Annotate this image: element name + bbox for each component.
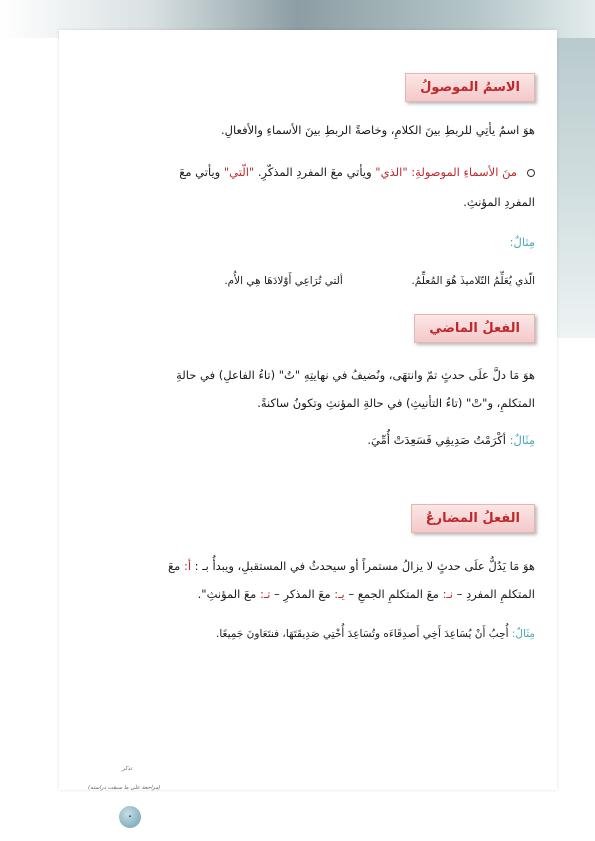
side-decorative-band — [557, 38, 595, 338]
past-verb-example-label: مِثَالٌ: — [509, 433, 535, 447]
relative-pronoun-bullet — [105, 159, 535, 185]
bullet-term-allati: "الّتي" — [223, 165, 255, 179]
present-verb-text-3: المتكلمِ المفردِ – — [453, 587, 535, 601]
present-verb-example-label: مِثَالٌ: — [511, 628, 535, 640]
present-verb-line1 — [105, 553, 535, 579]
example-allati: ألتي تُرَاعِي أَوْلادَهَا هِي الأُم. — [224, 275, 343, 287]
example-alladhi: الّذي يُعَلِّمُ التّلاميذَ هُوَ المُعلِّمُ. — [411, 275, 535, 287]
present-verb-text-4: معَ المتكلمِ الجمعِ – — [344, 587, 443, 601]
present-verb-example — [105, 621, 535, 647]
heading-past-verb: الفعلُ الماضي — [414, 314, 535, 343]
present-verb-text-1: هوَ مَا يَدُلُّ علَى حدثٍ لا يزالُ مستمراً أو سيحدثُ في المستقبلِ، ويبدأُ بـ : — [191, 559, 535, 573]
bullet-text-1: ويأتي معَ المفردِ المذكّرِ. — [254, 165, 376, 179]
past-verb-example-text: أكْرَمْتُ صَدِيقِي فَسَعِدَتْ أُمِّيَ. — [367, 433, 510, 447]
bullet-term-alladhi: "الذي" — [375, 165, 408, 179]
present-verb-example-text: أُحِبُ أَنْ يُسَاعِدَ أَخِي أَصدِقَاءَه وتُسَاعِدَ أُخْتِي صَدِيقَتَهَا، فنتَعَاونَ جَمِيعًا. — [216, 628, 512, 640]
present-verb-text-6: معَ المؤنثِ". — [197, 587, 260, 601]
prefix-ya: يـ: — [334, 587, 345, 601]
relative-pronoun-definition: هوَ اسمٌ يأتِي للربطِ بينَ الكلامِ، وخاصةً الربطِ بينَ الأسماءِ والأفعالِ. — [221, 123, 535, 137]
relative-pronoun-bullet-line2: المفردِ المؤنثِ. — [463, 195, 535, 209]
footer-note-title: تذكر — [122, 766, 133, 772]
heading-present-verb: الفعلُ المضارعُ — [411, 504, 535, 533]
past-verb-line2: المتكلمِ، و"تْ" (تاءُ التأنيثِ) في حالةِ المؤنثِ وتكونُ ساكنةً. — [257, 396, 535, 410]
bullet-text-2: ويأتي معَ — [179, 165, 224, 179]
prefix-nun: نـ: — [442, 587, 454, 601]
present-verb-line2 — [105, 581, 535, 607]
bullet-lead: منَ الأسماءِ الموصولةِ: — [407, 165, 517, 179]
page-number-badge: ٠ — [119, 806, 141, 828]
present-verb-text-2: معَ — [168, 559, 184, 573]
relative-pronoun-example-label: مِثالٌ: — [509, 235, 535, 249]
bullet-icon — [527, 169, 535, 177]
footer-note-text: (مراجعة على ما سبقت دراسته) — [88, 785, 161, 791]
past-verb-example — [105, 427, 535, 453]
prefix-ta: تـ: — [259, 587, 271, 601]
past-verb-line1: هوَ مَا دلَّ علَى حدثٍ تمّ وانتهَى، ونُضيفُ في نهايتِهِ "تُ" (تاءُ الفاعلِ) في حالةِ — [176, 368, 535, 382]
present-verb-text-5: معَ المذكرِ – — [270, 587, 335, 601]
prefix-alif: أ: — [183, 559, 192, 573]
heading-relative-pronoun: الاسمُ الموصولُ — [405, 73, 535, 102]
relative-pronoun-example-line — [105, 268, 535, 294]
